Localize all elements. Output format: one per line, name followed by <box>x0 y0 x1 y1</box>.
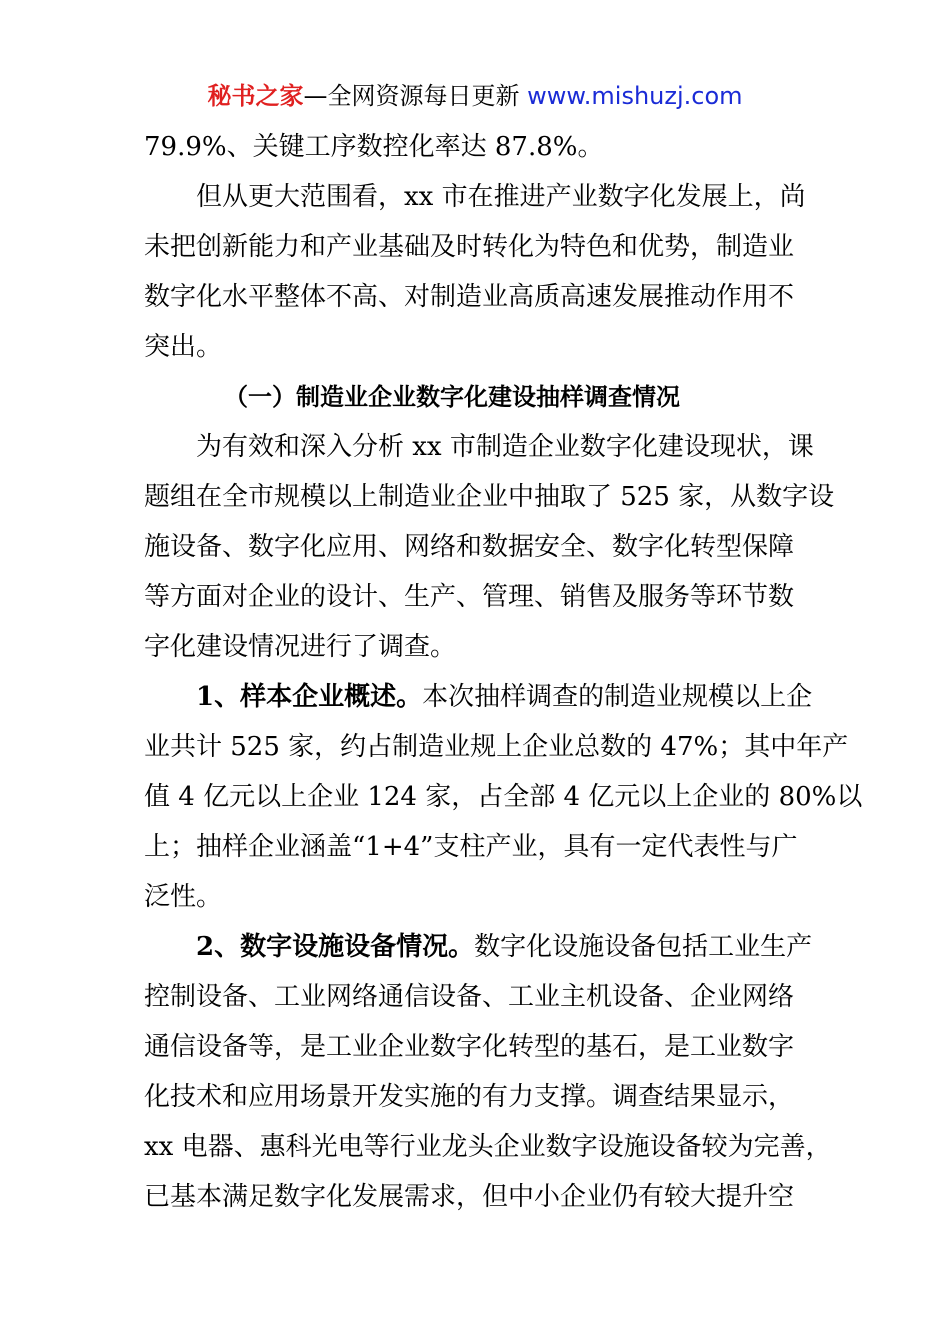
paragraph-line: 通信设备等，是工业企业数字化转型的基石，是工业数字 <box>144 1032 795 1062</box>
paragraph-line <box>144 922 816 972</box>
paragraph-line: 79.9%、关键工序数控化率达 87.8%。 <box>144 132 604 162</box>
paragraph-line: 施设备、数字化应用、网络和数据安全、数字化转型保障 <box>144 532 795 562</box>
paragraph-line: 上；抽样企业涵盖“1+4”支柱产业，具有一定代表性与广 <box>144 832 798 862</box>
paragraph-text: 数字化设施设备包括工业生产 <box>474 932 813 962</box>
paragraph-line: 控制设备、工业网络通信设备、工业主机设备、企业网络 <box>144 982 795 1012</box>
paragraph-line: 为有效和深入分析 xx 市制造企业数字化建设现状，课 <box>196 432 814 462</box>
paragraph-line: 业共计 525 家，约占制造业规上企业总数的 47%；其中年产 <box>144 732 849 762</box>
paragraph-line: 字化建设情况进行了调查。 <box>144 632 457 662</box>
site-brand: 秘书之家 <box>207 82 304 110</box>
paragraph-line: 数字化水平整体不高、对制造业高质高速发展推动作用不 <box>144 282 795 312</box>
sub-heading-facilities: 2、数字设施设备情况。 <box>196 932 475 962</box>
section-heading: （一）制造业企业数字化建设抽样调查情况 <box>224 383 680 411</box>
paragraph-line: 未把创新能力和产业基础及时转化为特色和优势，制造业 <box>144 232 795 262</box>
paragraph-line: xx 电器、惠科光电等行业龙头企业数字设施设备较为完善， <box>144 1132 832 1162</box>
paragraph-line: 突出。 <box>144 332 223 362</box>
paragraph-line: 但从更大范围看，xx 市在推进产业数字化发展上，尚 <box>196 182 806 212</box>
site-tagline: —全网资源每日更新 <box>303 82 520 110</box>
paragraph-line <box>144 672 816 722</box>
paragraph-line: 化技术和应用场景开发实施的有力支撑。调查结果显示， <box>144 1082 795 1112</box>
paragraph-line: 等方面对企业的设计、生产、管理、销售及服务等环节数 <box>144 582 795 612</box>
paragraph-line: 已基本满足数字化发展需求，但中小企业仍有较大提升空 <box>144 1182 795 1212</box>
document-body <box>144 122 863 1222</box>
site-url-link[interactable]: www.mishuzj.com <box>527 82 743 110</box>
paragraph-line: 题组在全市规模以上制造业企业中抽取了 525 家，从数字设 <box>144 482 835 512</box>
paragraph-line: 值 4 亿元以上企业 124 家，占全部 4 亿元以上企业的 80%以 <box>144 782 863 812</box>
site-header <box>0 80 950 112</box>
sub-heading-sample: 1、样本企业概述。 <box>196 682 423 712</box>
paragraph-text: 本次抽样调查的制造业规模以上企 <box>422 682 813 712</box>
paragraph-line: 泛性。 <box>144 882 223 912</box>
